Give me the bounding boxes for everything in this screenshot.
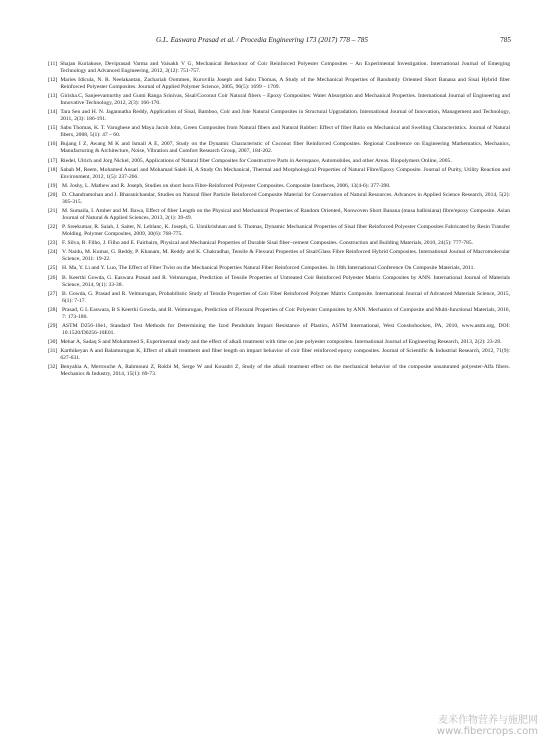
reference-number: [15]: [48, 125, 58, 132]
reference-item: [48, 339, 510, 346]
reference-item: [48, 167, 510, 181]
reference-text: H. Ma, Y. Li and Y. Luo, The Effect of Fiber Twist on the Mechanical Properties Natural Fiber Reinforced Composites. In 18th International Conference On Composite Materials, 2011.: [62, 265, 475, 272]
reference-item: [48, 192, 510, 206]
reference-number: [21]: [48, 208, 58, 215]
reference-text: Sabah M, Reem, Mohamed Ansari and Mohamad Saleh H, A Study On Mechanical, Thermal and Morphological Properties of Natural Fibre/Epoxy Composite. Journal of Purity, Utility Reaction and Environment, 2012, 1(5): 237-266.: [60, 166, 510, 180]
reference-number: [19]: [48, 182, 58, 189]
reference-item: [48, 61, 510, 75]
reference-number: [30]: [48, 338, 58, 345]
reference-text: Girisha.C, Sanjeevamurthy and Gunti Ranga Srinivas, Sisal/Coconut Coir Natural fibers – Epoxy Composites: Water Absorption and Mechanical Properties. International Journal of Engineering and Innovative Technology, 2012, 2(3): 166-170.: [60, 93, 510, 107]
reference-text: M. Joshy, L. Mathew and R. Joseph, Studies on short Isora Fibre-Reinforced Polyester Composites. Composite Interfaces, 2006, 13(4-6): 377-390.: [62, 182, 391, 189]
watermark-text: 麦米作物营养与施肥网: [438, 715, 538, 726]
reference-number: [16]: [48, 141, 58, 148]
reference-text: Karthikeyan A and Balamurugan K, Effect of alkali treatment and fiber length on impact behavior of coir fiber reinforced epoxy composites. Journal of Scientific & Industrial Research, 2012, 71(9): 627-631.: [60, 348, 510, 362]
reference-number: [24]: [48, 249, 58, 256]
reference-number: [25]: [48, 265, 58, 272]
reference-text: Bujang I Z, Awang M K and Ismail A E, 2007, Study on the Dynamic Characteristic of Coconut fiber Reinforced Composites. Regional Conference on Engineering Mathematics, Mechanics, Manufacturing & Architecture, Noise, Vibration and Comfort Research Group, 2007, 184-202.: [60, 141, 510, 155]
reference-number: [20]: [48, 191, 58, 198]
reference-text: F. Silva, R. Filho, J. Filho and E. Fairbairn, Physical and Mechanical Properties of Durable Sisal fiber–cement Composites. Construction and Building Materials, 2010, 24(5): 777-785.: [62, 240, 474, 247]
reference-number: [27]: [48, 290, 58, 297]
reference-item: [48, 77, 510, 91]
reference-text: Prasad, G L Easwara, B S Keerthi Gowda, and R. Velmurugan, Prediction of Flexural Properties of Coir Polyester Composites by ANN. Mechanics of Composite and Multi-functional Materials, 2016, 7: 173-180.: [62, 306, 510, 320]
reference-text: B. Keerthi Gowda, G. Easwara Prasad and R. Velmurugan, Prediction of Tensile Properties of Untreated Coir Reinforced Polyester Matrix Composites by ANN. International Journal of Materials Science, 2014, 9(1): 33-38.: [62, 274, 510, 288]
reference-number: [12]: [48, 77, 58, 84]
reference-number: [13]: [48, 93, 58, 100]
reference-text: Mehar A, Sadaq S and Mohammed S, Experimental study and the effect of alkali treatment with time on jute polyester composites. International Journal of Engineering Research, 2013, 2(2): 23-28.: [60, 338, 502, 345]
reference-list: [48, 61, 510, 380]
reference-number: [14]: [48, 109, 58, 116]
reference-item: [48, 224, 510, 238]
reference-number: [11]: [48, 61, 58, 67]
running-title: G.L. Easwara Prasad et al. / Procedia Engineering 173 (2017) 778 – 785: [156, 36, 368, 44]
reference-item: [48, 93, 510, 107]
reference-item: [48, 183, 510, 190]
page-number: 785: [500, 36, 511, 44]
reference-item: [48, 249, 510, 263]
reference-number: [29]: [48, 322, 58, 329]
reference-item: [48, 364, 510, 378]
reference-text: B. Gowda, G. Prasad and R. Velmurugan, Probabilistic Study of Tensile Properties of Coir Fiber Reinforced Polymer Matrix Composite. International Journal of Advanced Materials Science, 2015, 6(1): 7-17.: [62, 290, 510, 304]
reference-number: [28]: [48, 306, 58, 313]
reference-item: [48, 208, 510, 222]
reference-item: [48, 240, 510, 247]
reference-text: Maries Idicula, N. R. Neelakantan, Zachariah Oommen, Kuruvilla Joseph and Sabu Thomas, A Study of the Mechanical Properties of Randomly Oriented Short Banana and Sisal Hybrid fiber Reinforced Polyester Composites. Journal of Applied Polymer Science, 2005, 96(5): 1699 – 1709.: [60, 77, 510, 91]
reference-item: [48, 275, 510, 289]
reference-text: Shajan Kuriakose, Deviprasad Varma and Vaisakh V G, Mechanical Behaviour of Coir Reinforced Polyester Composites – An Experimental Investigation. International Journal of Emerging Technology and Advanced Engineering, 2012, 2(12): 751-757.: [60, 61, 510, 74]
reference-text: Benyahia A, Merrouche A, Rahmouni Z, Rokbi M, Serge W and Kouadri Z, Study of the alkali treatment effect on the mechanical behavior of the composite unsaturated polyester-Alfa fibers. Mechanics & Industry, 2014, 15(1): 69-73.: [60, 364, 510, 378]
reference-item: [48, 323, 510, 337]
reference-text: D. Chandramohan and J. Bharanichandar, Studies on Natural fiber Particle Reinforced Composite Material for Conservation of Natural Resources. Advances in Applied Science Research, 2014, 5(2): 305-315.: [62, 191, 510, 205]
reference-text: Sabu Thomas, K. T. Varughese and Maya Jacob John, Green Composites from Natural fibers and Natural Rubber: Effect of fiber Ratio on Mechanical and Swelling Characteristics. Journal of Natural fibers, 2008, 5(1): 47 – 60.: [60, 125, 510, 139]
reference-item: [48, 348, 510, 362]
running-head: [156, 36, 511, 45]
reference-item: [48, 265, 510, 272]
reference-number: [26]: [48, 274, 58, 281]
reference-item: [48, 291, 510, 305]
reference-item: [48, 109, 510, 123]
reference-text: Tara Sen and H. N. Jagannatha Reddy, Application of Sisal, Bamboo, Coir and Jute Natural Composites in Structural Upgradation. International Journal of Innovation, Management and Technology, 2011, 2(3): 186-191.: [60, 109, 510, 123]
reference-text: ASTM D256-10e1, Standard Test Methods for Determining the Izod Pendulum Impact Resistance of Plastics, ASTM International, West Conshohocken, PA, 2010, www.astm.org, DOI: 10.1520/D0256-10E01.: [62, 322, 510, 336]
reference-number: [23]: [48, 240, 58, 247]
reference-number: [22]: [48, 224, 58, 231]
reference-number: [32]: [48, 364, 58, 371]
reference-number: [18]: [48, 166, 58, 173]
reference-text: V. Naidu, M. Kumar, G. Reddy, P. Khanam, M. Reddy and K. Chakradhar, Tensile & Flexural Properties of Sisal/Glass Fibre Reinforced Hybrid Composites. International Journal of Macromolecular Science, 2011: 19-22.: [62, 249, 510, 263]
reference-item: [48, 158, 510, 165]
reference-item: [48, 307, 510, 321]
reference-text: P. Sreekumar, R. Saiah, J. Saiter, N. Leblanc, K. Joseph, G. Unnikrishnan and S. Thomas, Dynamic Mechanical Properties of Sisal fiber Reinforced Polyester Composites Fabricated by Resin Transfer Molding. Polymer Composites, 2009, 30(6): 768-775.: [62, 224, 510, 238]
watermark-url: www.fibercrops.com: [436, 726, 538, 737]
reference-number: [17]: [48, 157, 58, 164]
reference-number: [31]: [48, 348, 58, 355]
reference-text: M. Sumaila, I. Amber and M. Bawa, Effect of fiber Length on the Physical and Mechanical Properties of Random Oriented, Nonwoven Short Banana (musa balbisiana) fibre/epoxy Composite. Asian Journal of Natural & Applied Sciences, 2013, 2(1): 39-49.: [62, 208, 510, 221]
reference-item: [48, 125, 510, 139]
reference-item: [48, 141, 510, 155]
watermark: [437, 715, 538, 737]
reference-text: Riedel, Ulrich and Jorg Nickel, 2005, Applications of Natural fiber Composites for Constructive Parts in Aerospace, Automobiles, and other Areas. Biopolymers Online, 2005.: [60, 157, 452, 164]
